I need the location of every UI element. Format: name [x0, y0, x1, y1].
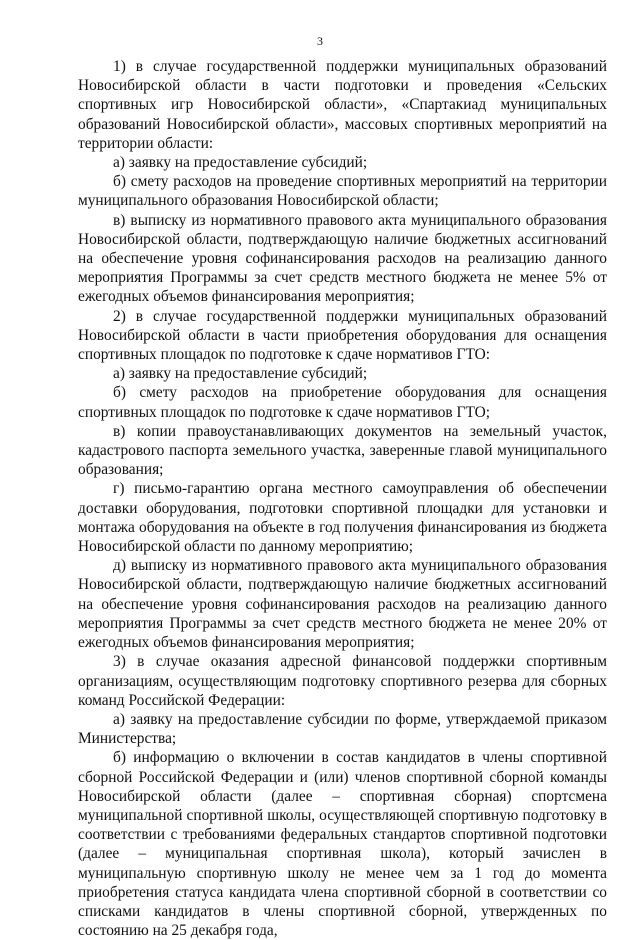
- paragraph-2b: б) смету расходов на приобретение оборудования для оснащения спортивных площадок по подготовке к сдаче нормативов ГТО;: [78, 384, 607, 421]
- paragraph-2e: д) выписку из нормативного правового акта муниципального образования Новосибирской области, подтверждающую наличие бюджетных ассигнований на обеспечение уровня софинансирования расходов на реализацию данного мероприятия Программы за счет средств местного бюджета не менее 20% от ежегодных объемов финансирования мероприятия;: [78, 557, 607, 652]
- document-body: [78, 57, 607, 940]
- paragraph-3b: б) информацию о включении в состав кандидатов в члены спортивной сборной Российской Федерации и (или) членов спортивной сборной команды Новосибирской области (далее – спортивная сборная) спортсмена муниципальной спортивной школы, осуществляющей спортивную подготовку в соответствии с требованиями федеральных стандартов спортивной подготовки (далее – муниципальная спортивная школа), который зачислен в муниципальную спортивную школу не менее чем за 1 год до момента приобретения статуса кандидата члена спортивной сборной в соответствии со списками кандидатов в члены спортивной сборной, утвержденных по состоянию на 25 декабря года,: [78, 749, 607, 940]
- paragraph-3a: а) заявку на предоставление субсидии по форме, утверждаемой приказом Министерства;: [78, 710, 607, 748]
- paragraph-1b: б) смету расходов на проведение спортивных мероприятий на территории муниципального образования Новосибирской области;: [78, 173, 607, 210]
- paragraph-1c: в) выписку из нормативного правового акта муниципального образования Новосибирской области, подтверждающую наличие бюджетных ассигнований на обеспечение уровня софинансирования расходов на реализацию данного мероприятия Программы за счет средств местного бюджета не менее 5% от ежегодных объемов финансирования мероприятия;: [78, 211, 607, 306]
- paragraph-2a: а) заявку на предоставление субсидий;: [113, 365, 368, 383]
- paragraph-3: 3) в случае оказания адресной финансовой поддержки спортивным организациям, осуществляющим подготовку спортивного резерва для сборных команд Российской Федерации:: [78, 653, 607, 709]
- paragraph-2d: г) письмо-гарантию органа местного самоуправления об обеспечении доставки оборудования, подготовки спортивной площадки для установки и монтажа оборудования на объекте в год получения финансирования из бюджета Новосибирской области по данному мероприятию;: [78, 480, 607, 556]
- paragraph-2c: в) копии правоустанавливающих документов на земельный участок, кадастрового паспорта земельного участка, заверенные главой муниципального образования;: [78, 422, 607, 479]
- paragraph-1: 1) в случае государственной поддержки муниципальных образований Новосибирской области в части подготовки и проведения «Сельских спортивных игр Новосибирской области», «Спартакиад муниципальных образований Новосибирской области», массовых спортивных мероприятий на территории области:: [78, 58, 607, 152]
- paragraph-1a: а) заявку на предоставление субсидий;: [113, 154, 368, 172]
- paragraph-2: 2) в случае государственной поддержки муниципальных образований Новосибирской области в части приобретения оборудования для оснащения спортивных площадок по подготовке к сдаче нормативов ГТО:: [78, 307, 607, 364]
- page-number: 3: [317, 34, 323, 48]
